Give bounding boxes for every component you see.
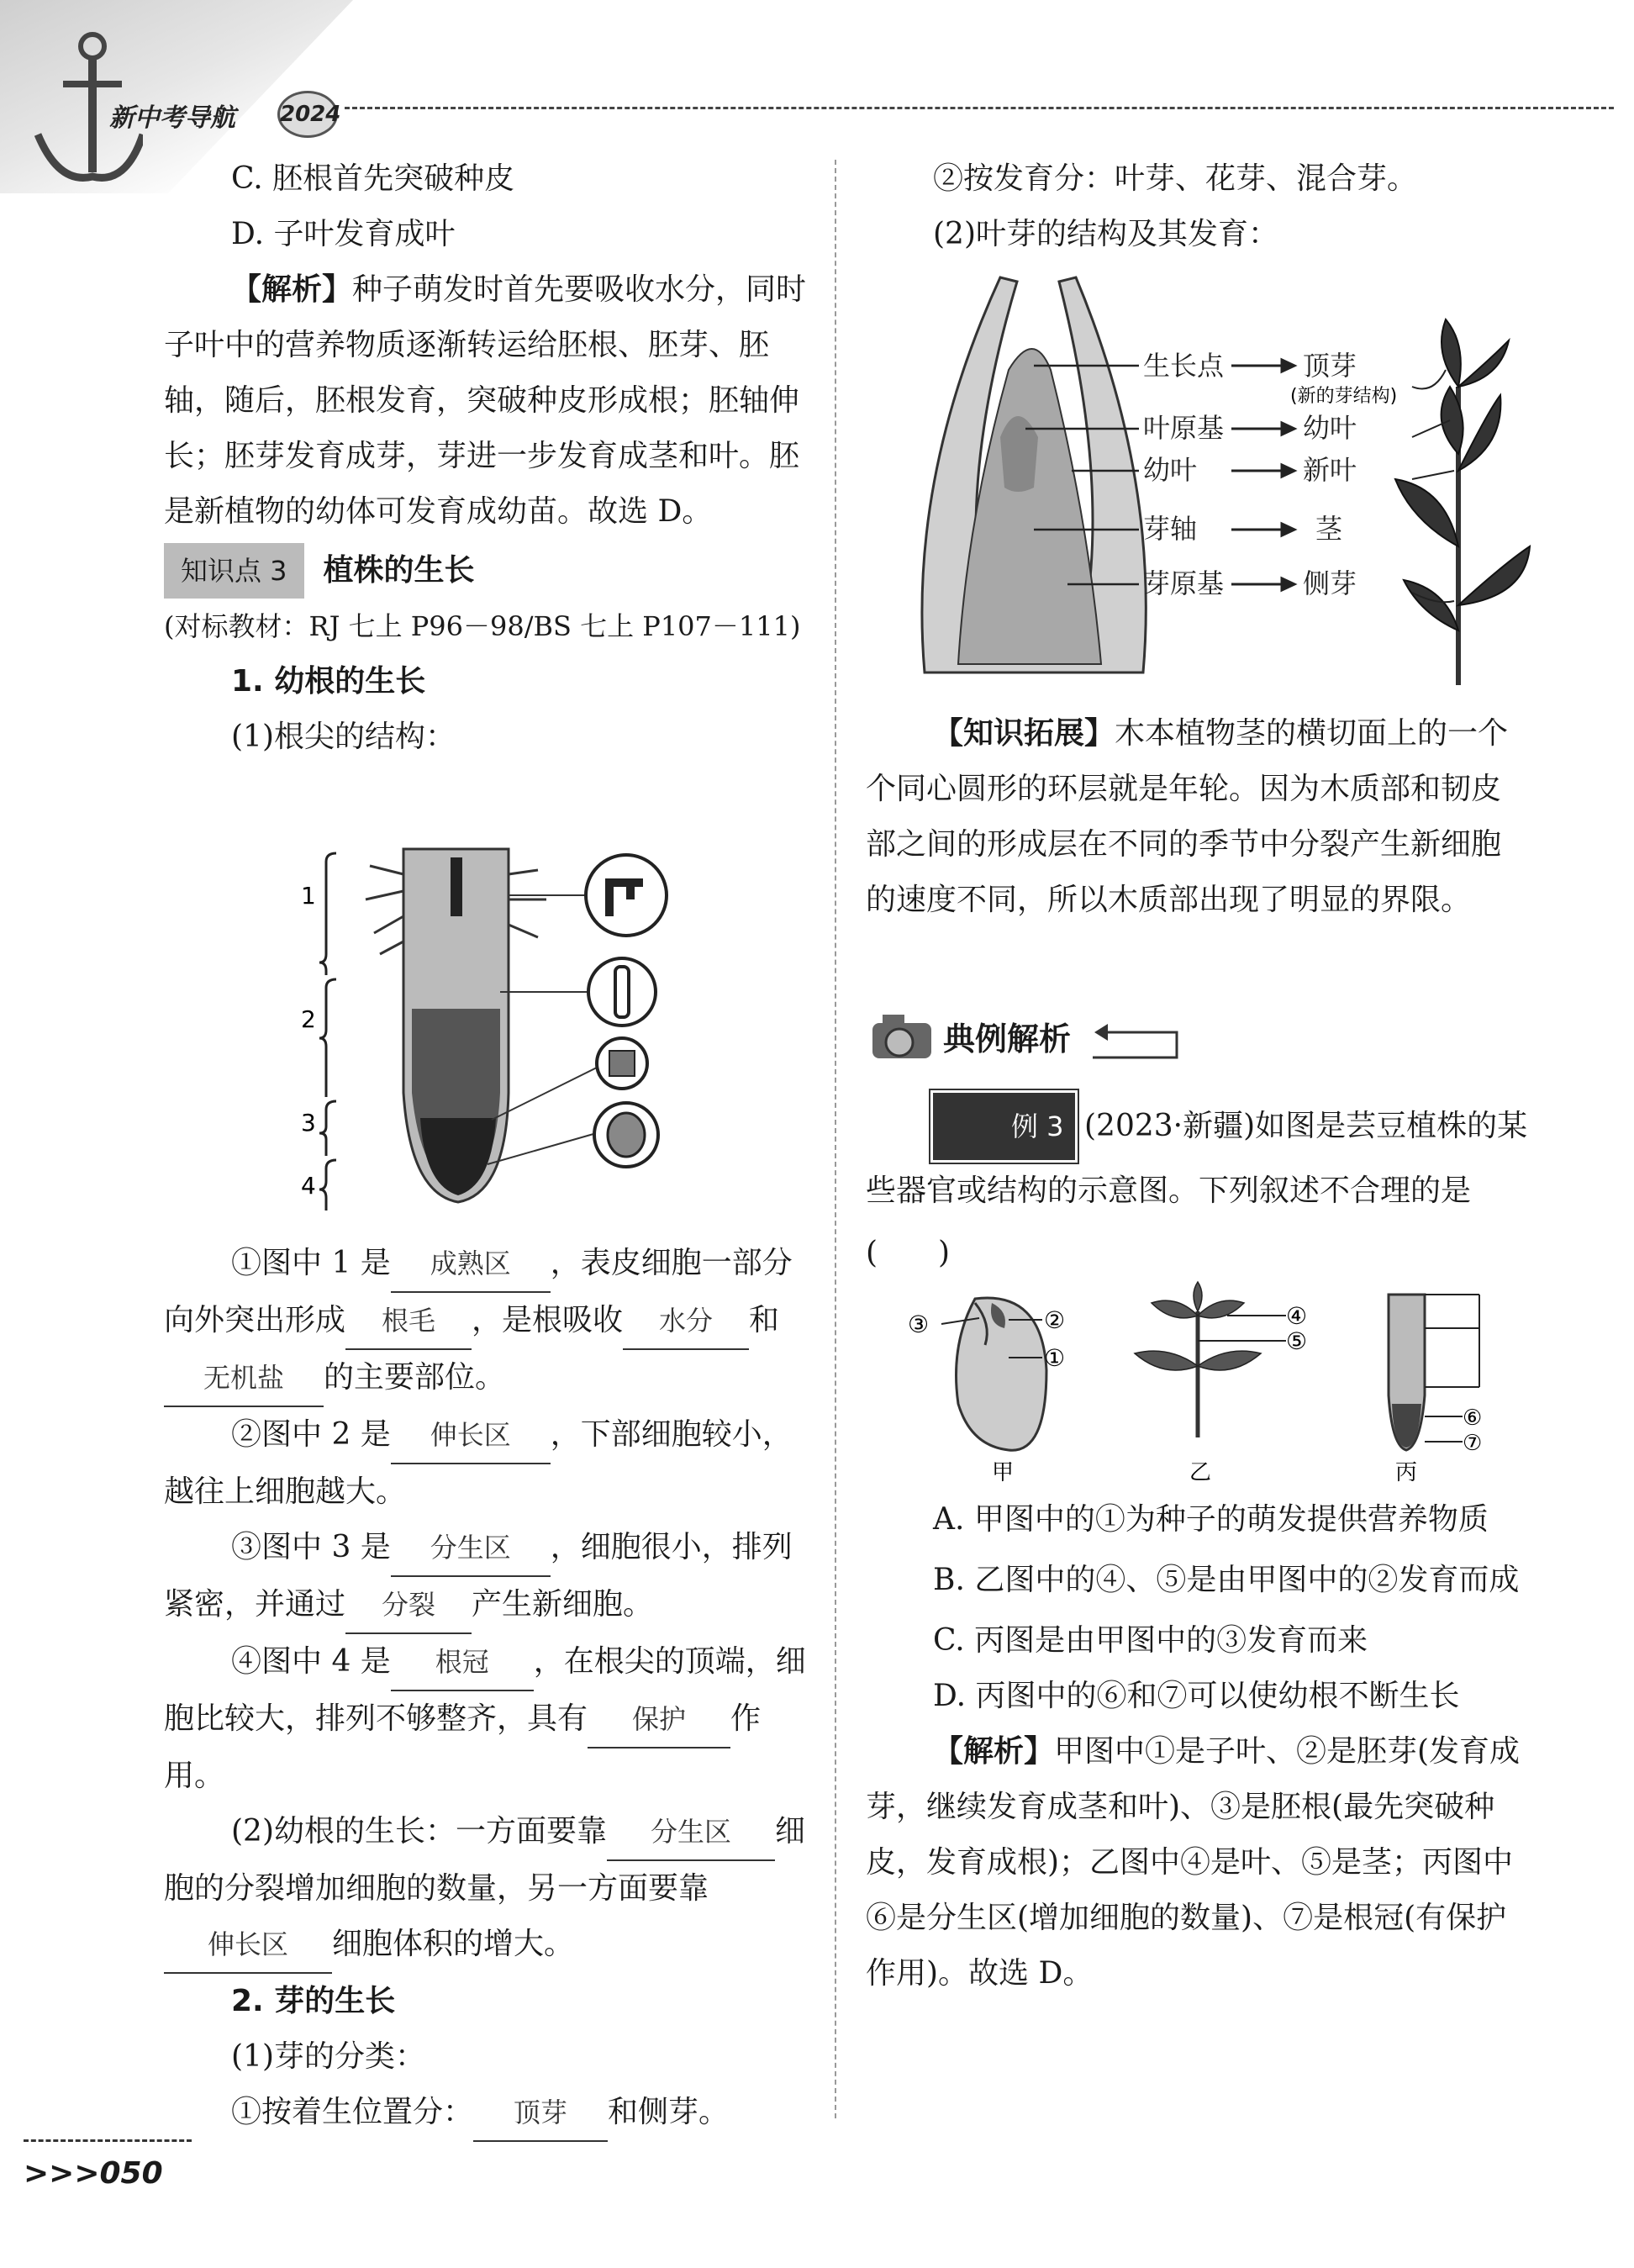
- question-3: ③图中 3 是 分生区 ，细胞很小，排列紧密，并通过 分裂 产生新细胞。: [164, 1520, 820, 1634]
- analysis-paragraph: [164, 262, 820, 540]
- question-2: ②图中 2 是 伸长区 ，下部细胞较小，越往上细胞越大。: [164, 1407, 820, 1520]
- option-a: A. 甲图中的①为种子的萌发提供营养物质: [933, 1502, 1489, 1537]
- option-b: B. 乙图中的④、⑤是由甲图中的②发育而成: [933, 1563, 1520, 1597]
- knowledge-point-tag: 知识点 3: [164, 543, 304, 599]
- answer-blank: 伸长区: [164, 1917, 332, 1974]
- root-tip-structure-label: (1)根尖的结构：: [231, 720, 456, 754]
- answer-blank: 水分: [623, 1293, 749, 1350]
- mark-4: ④: [1286, 1302, 1308, 1330]
- knowledge-point-heading: [164, 543, 820, 599]
- answer-analysis: 【解析】甲图中①是子叶、②是胚芽(发育成芽，继续发育成茎和叶)、③是胚根(最先突破种皮，发育成根)；乙图中④是叶、⑤是茎；丙图中⑥是分生区(增加细胞的数量)、⑦是根冠(有保护作用)。故选 D。: [866, 1734, 1521, 1991]
- mark-6: ⑥: [1463, 1406, 1483, 1431]
- fig-label-2: 2: [301, 1005, 316, 1033]
- question-5: (2)幼根的生长：一方面要靠 分生区 细胞的分裂增加细胞的数量，另一方面要靠伸长区 细胞体积的增大。: [164, 1804, 820, 1974]
- answer-blank: 分生区: [607, 1804, 775, 1861]
- option-c: C. 丙图是由甲图中的③发育而来: [933, 1623, 1368, 1658]
- heading-root-growth: 1. 幼根的生长: [231, 664, 426, 699]
- extension-label: 【知识拓展】: [933, 716, 1115, 751]
- mark-7: ⑦: [1463, 1431, 1483, 1456]
- fig-label-3: 3: [301, 1109, 316, 1137]
- header-rule: [345, 107, 1614, 109]
- bud-target-lateral-bud: 侧芽: [1303, 567, 1357, 599]
- knowledge-point-title: 植株的生长: [323, 553, 475, 588]
- bud-target-terminal-bud: 顶芽: [1303, 350, 1357, 382]
- answer-blank: 分生区: [391, 1520, 551, 1577]
- section-heading: [866, 1005, 1185, 1068]
- heading-bud-growth: 2. 芽的生长: [231, 1984, 396, 2018]
- right-column-mid: [866, 706, 1530, 928]
- answer-blank: 成熟区: [391, 1236, 551, 1293]
- caption-bing: 丙: [1395, 1460, 1418, 1485]
- bud-label-young-leaf: 幼叶: [1143, 454, 1198, 486]
- column-divider: [835, 160, 836, 2118]
- question-4: ④图中 4 是 根冠 ，在根尖的顶端，细胞比较大，排列不够整齐，具有 保护 作用。: [164, 1634, 820, 1804]
- fig-label-4: 4: [301, 1172, 316, 1200]
- left-column: [164, 151, 820, 765]
- right-column-top: [866, 151, 1589, 262]
- option-d: D. 子叶发育成叶: [231, 217, 456, 251]
- bud-classification-label: (1)芽的分类：: [231, 2039, 425, 2074]
- bud-by-development: ②按发育分：叶芽、花芽、混合芽。: [933, 161, 1418, 196]
- bud-label-growing-point: 生长点: [1143, 350, 1225, 382]
- caption-yi: 乙: [1189, 1460, 1212, 1485]
- textbook-reference: (对标教材：RJ 七上 P96－98/BS 七上 P107－111): [164, 610, 801, 642]
- example-stem: 例 3 (2023·新疆)如图是芸豆植株的某些器官或结构的示意图。下列叙述不合理的是( ): [866, 1093, 1530, 1284]
- option-c: C. 胚根首先突破种皮: [231, 161, 515, 196]
- arrow-icon: [1093, 1020, 1185, 1062]
- right-column-options: [866, 1492, 1530, 2002]
- answer-blank: 根毛: [345, 1293, 472, 1350]
- leaf-bud-figure: [908, 269, 1547, 689]
- leaf-bud-structure-label: (2)叶芽的结构及其发育：: [933, 217, 1278, 251]
- bud-label-bud-axis: 芽轴: [1143, 513, 1198, 545]
- example-tag: 例 3: [933, 1093, 1075, 1160]
- right-column-example: [866, 1093, 1530, 1284]
- left-column-lower: [164, 1236, 820, 2142]
- caption-jia: 甲: [992, 1460, 1015, 1485]
- knowledge-extension: 【知识拓展】木本植物茎的横切面上的一个个同心圆形的环层就是年轮。因为木质部和韧皮部之间的形成层在不同的季节中分裂产生新细胞的速度不同，所以木质部出现了明显的界限。: [866, 716, 1509, 917]
- bud-label-bud-primordium: 芽原基: [1143, 567, 1225, 599]
- bud-target-stem: 茎: [1315, 513, 1343, 545]
- footer-rule: [24, 2139, 192, 2142]
- answer-blank: 分裂: [345, 1577, 472, 1634]
- answer-blank: 根冠: [391, 1634, 534, 1691]
- analysis-text: 种子萌发时首先要吸收水分，同时子叶中的营养物质逐渐转运给胚根、胚芽、胚轴，随后，胚根发育，突破种皮形成根；胚轴伸长；胚芽发育成芽，芽进一步发育成茎和叶。胚是新植物的幼体可发育成幼苗。故选 D。: [164, 272, 807, 529]
- mark-5: ⑤: [1286, 1327, 1308, 1355]
- analysis-label: 【解析】: [933, 1734, 1055, 1769]
- answer-blank: 顶芽: [473, 2085, 608, 2142]
- brand-title: 新中考导航: [109, 103, 235, 133]
- analysis-label: 【解析】: [231, 272, 353, 307]
- section-title: 典例解析: [943, 1021, 1072, 1058]
- camera-icon: [866, 1005, 941, 1068]
- bud-target-new-leaf: 新叶: [1303, 454, 1357, 486]
- bud-note: (新的芽结构): [1290, 386, 1398, 407]
- answer-blank: 伸长区: [391, 1407, 551, 1464]
- year-badge: 2024: [277, 91, 338, 138]
- mark-3: ③: [908, 1311, 930, 1338]
- bud-target-young-leaf: 幼叶: [1303, 412, 1357, 444]
- answer-blank: 保护: [588, 1691, 730, 1748]
- bud-label-leaf-primordium: 叶原基: [1143, 412, 1225, 444]
- question-1: ①图中 1 是 成熟区 ，表皮细胞一部分向外突出形成 根毛 ，是根吸收 水分 和无机盐 的主要部位。: [164, 1236, 820, 1407]
- answer-blank: 无机盐: [164, 1350, 324, 1407]
- mark-1: ①: [1044, 1344, 1066, 1372]
- option-d: D. 丙图中的⑥和⑦可以使幼根不断生长: [933, 1679, 1460, 1713]
- root-tip-figure: [286, 841, 689, 1227]
- bud-by-position: ①按着生位置分： 顶芽 和侧芽。: [164, 2085, 820, 2142]
- page-number: >>>050: [24, 2156, 163, 2191]
- example-figure: [891, 1278, 1496, 1488]
- mark-2: ②: [1044, 1306, 1066, 1334]
- fig-label-1: 1: [301, 882, 316, 910]
